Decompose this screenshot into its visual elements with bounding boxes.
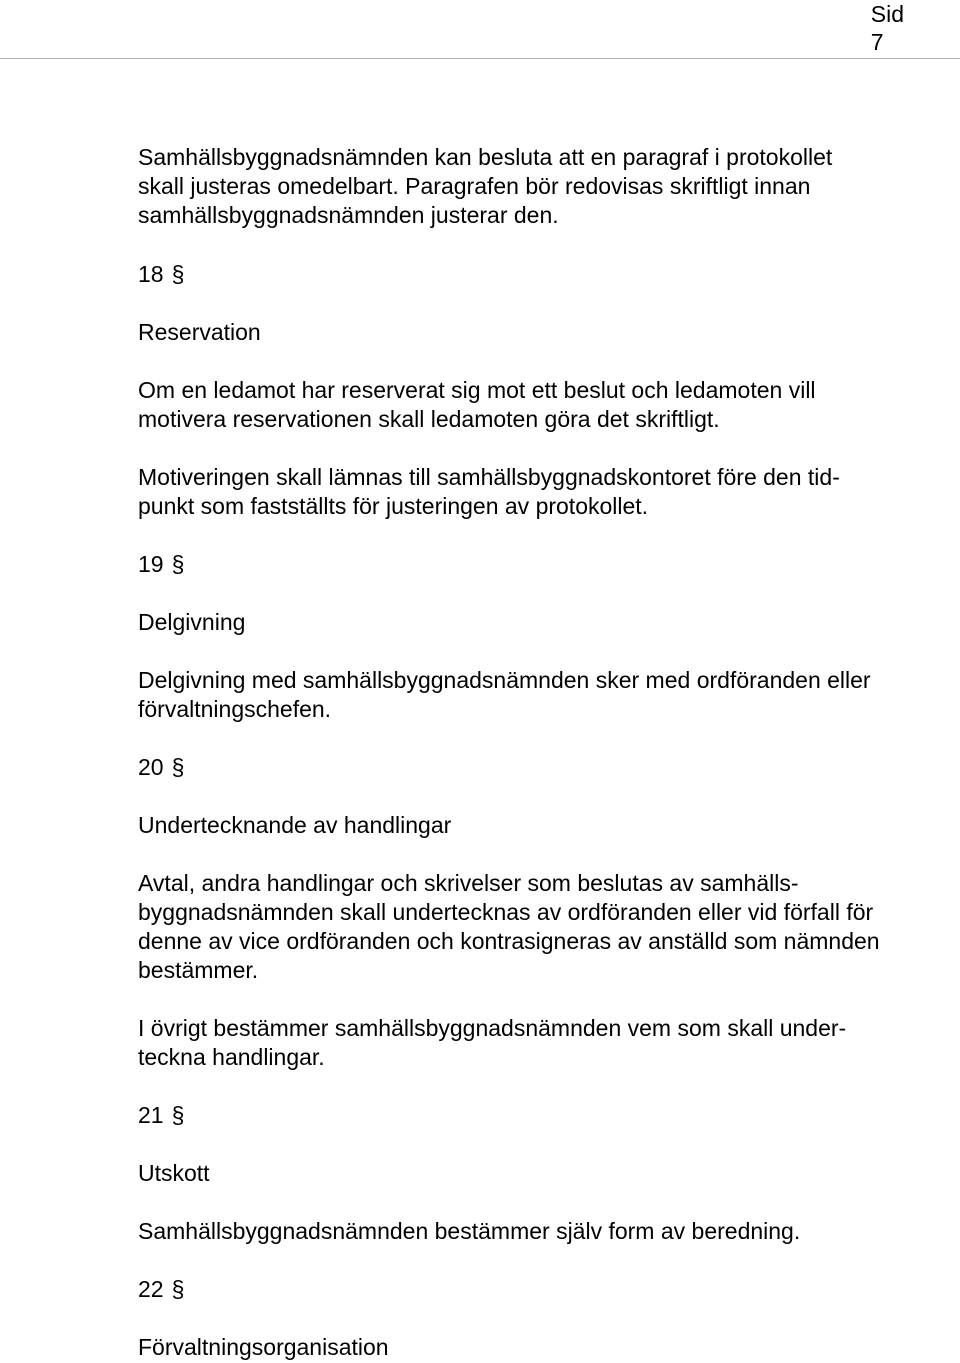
- paragraph-line: I övrigt bestämmer samhällsbyggnadsnämnden vem som skall under-: [138, 1015, 847, 1041]
- section-title-delgivning: Delgivning: [138, 609, 246, 635]
- section-heading-22: [138, 1275, 184, 1304]
- paragraph-line: Samhällsbyggnadsnämnden bestämmer själv form av beredning.: [138, 1218, 801, 1244]
- paragraph-line: Delgivning med samhällsbyggnadsnämnden sker med ordföranden eller: [138, 667, 871, 693]
- section-title-forvaltningsorganisation: Förvaltningsorganisation: [138, 1334, 389, 1360]
- section-18-paragraph-1: [138, 376, 816, 434]
- section-19-paragraph-1: [138, 666, 871, 724]
- section-18-paragraph-2: [138, 463, 840, 521]
- section-heading-18: [138, 260, 184, 289]
- page-number: 7: [870, 29, 884, 55]
- paragraph-line: Motiveringen skall lämnas till samhällsbyggnadskontoret före den tid-: [138, 464, 840, 490]
- paragraph-line: motivera reservationen skall ledamoten göra det skriftligt.: [138, 406, 720, 432]
- section-heading-21: [138, 1101, 184, 1130]
- section-title-reservation: Reservation: [138, 319, 261, 345]
- paragraph-line: punkt som fastställts för justeringen av protokollet.: [138, 493, 649, 519]
- paragraph-line: denne av vice ordföranden och kontrasigneras av anställd som nämnden: [138, 928, 880, 954]
- section-symbol: §: [171, 1276, 185, 1302]
- section-symbol: §: [171, 551, 185, 577]
- section-heading-20: [138, 753, 184, 782]
- intro-line: samhällsbyggnadsnämnden justerar den.: [138, 202, 559, 228]
- paragraph-line: bestämmer.: [138, 957, 259, 983]
- intro-paragraph: [138, 143, 832, 230]
- section-number: 19: [138, 551, 164, 577]
- paragraph-line: Om en ledamot har reserverat sig mot ett beslut och ledamoten vill: [138, 377, 816, 403]
- section-heading-19: [138, 550, 184, 579]
- section-number: 18: [138, 261, 164, 287]
- page-label: Sid: [870, 1, 904, 27]
- section-21-paragraph-1: [138, 1217, 800, 1246]
- intro-line: Samhällsbyggnadsnämnden kan besluta att en paragraf i protokollet: [138, 144, 833, 170]
- section-symbol: §: [171, 754, 185, 780]
- paragraph-line: förvaltningschefen.: [138, 696, 332, 722]
- section-number: 20: [138, 754, 164, 780]
- section-symbol: §: [171, 261, 185, 287]
- paragraph-line: Avtal, andra handlingar och skrivelser som beslutas av samhälls-: [138, 870, 799, 896]
- paragraph-line: teckna handlingar.: [138, 1044, 325, 1070]
- page-header: [871, 0, 904, 56]
- header-divider: [0, 58, 960, 59]
- section-number: 22: [138, 1276, 164, 1302]
- section-20-paragraph-2: [138, 1014, 846, 1072]
- section-title-undertecknande: Undertecknande av handlingar: [138, 812, 452, 838]
- section-symbol: §: [171, 1102, 185, 1128]
- intro-line: skall justeras omedelbart. Paragrafen bör redovisas skriftligt innan: [138, 173, 811, 199]
- section-title-utskott: Utskott: [138, 1160, 210, 1186]
- section-number: 21: [138, 1102, 164, 1128]
- paragraph-line: byggnadsnämnden skall undertecknas av ordföranden eller vid förfall för: [138, 899, 874, 925]
- section-20-paragraph-1: [138, 869, 880, 985]
